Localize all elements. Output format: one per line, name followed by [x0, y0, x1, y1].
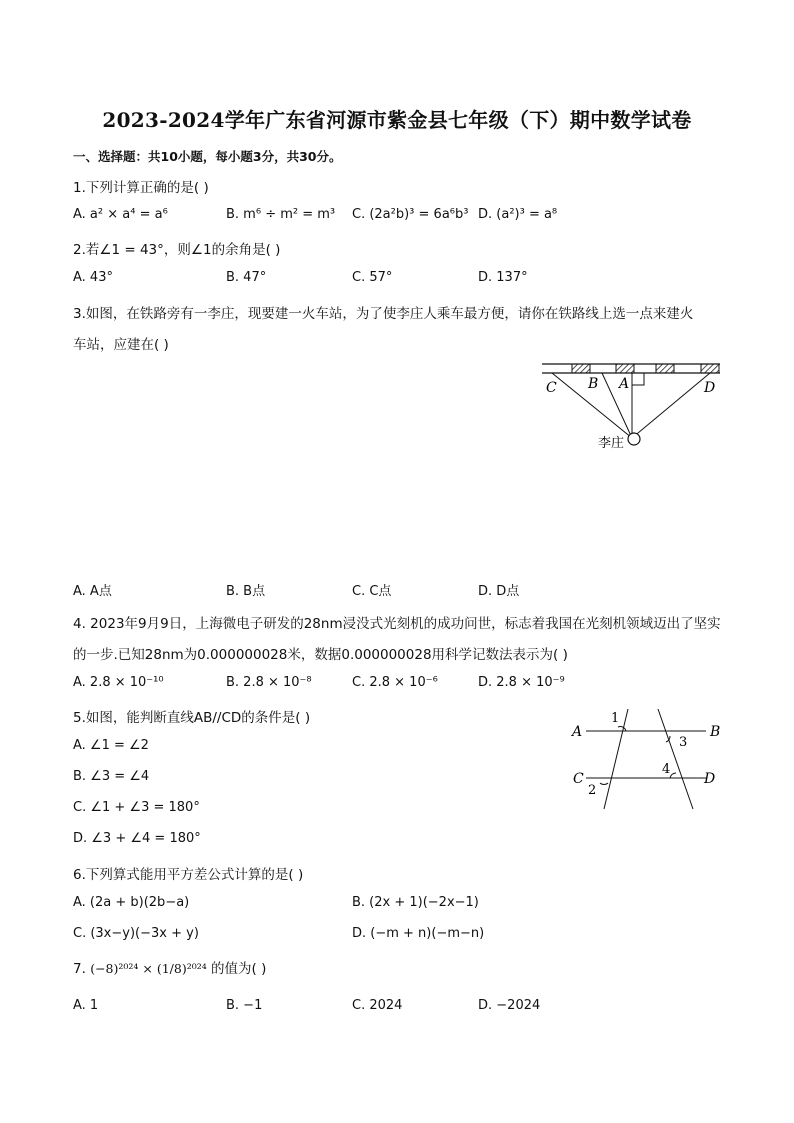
- q4-option-a: A. 2.8 × 10⁻¹⁰: [73, 675, 164, 690]
- q2-option-d: D. 137°: [478, 270, 528, 285]
- village-label: 李庄: [598, 436, 625, 451]
- q1-option-a: A. a² × a⁴ = a⁶: [73, 207, 168, 222]
- label-b: B: [710, 724, 721, 740]
- q4-option-b: B. 2.8 × 10⁻⁸: [226, 675, 312, 690]
- angle-3-label: 3: [679, 735, 688, 750]
- label-a: A: [572, 724, 583, 740]
- label-b: B: [588, 376, 599, 392]
- q3-option-b: B. B点: [226, 584, 266, 599]
- parallel-lines-figure: [566, 705, 726, 815]
- question-7-prefix: 7.: [73, 961, 86, 977]
- q3-option-a: A. A点: [73, 584, 112, 599]
- q6-option-c: C. (3x−y)(−3x + y): [73, 926, 199, 941]
- transversal-right: [658, 709, 693, 809]
- question-3-stem-line2: 车站，应建在( ): [73, 337, 169, 353]
- angle-4-label: 4: [662, 762, 671, 777]
- q7-option-d: D. −2024: [478, 998, 541, 1013]
- angle-1-label: 1: [611, 711, 620, 726]
- label-c: C: [546, 380, 557, 396]
- label-c: C: [573, 771, 584, 787]
- angle-2-label: 2: [588, 783, 597, 798]
- page-title: 2023-2024学年广东省河源市紫金县七年级（下）期中数学试卷: [102, 108, 692, 132]
- question-5-stem: 5.如图，能判断直线AB//CD的条件是( ): [73, 710, 311, 726]
- q3-option-d: D. D点: [478, 584, 520, 599]
- question-6-stem: 6.下列算式能用平方差公式计算的是( ): [73, 867, 304, 883]
- section-heading: 一、选择题：共10小题，每小题3分，共30分。: [73, 149, 342, 164]
- q6-option-b: B. (2x + 1)(−2x−1): [352, 895, 479, 910]
- question-7-stem: [73, 957, 266, 977]
- question-7-expression: (−8)²⁰²⁴ × (1/8)²⁰²⁴: [90, 961, 207, 976]
- q5-option-c: C. ∠1 + ∠3 = 180°: [73, 800, 200, 815]
- question-4-stem-line2: 的一步.已知28nm为0.000000028米，数据0.000000028用科学记数法表示为( ): [73, 647, 568, 663]
- q5-option-a: A. ∠1 = ∠2: [73, 738, 149, 753]
- q1-option-d: D. (a²)³ = a⁸: [478, 207, 558, 222]
- question-7-suffix: 的值为( ): [211, 961, 267, 977]
- q1-option-b: B. m⁶ ÷ m² = m³: [226, 207, 336, 222]
- q7-option-b: B. −1: [226, 998, 263, 1013]
- q4-option-d: D. 2.8 × 10⁻⁹: [478, 675, 565, 690]
- question-4-stem-line1: 4. 2023年9月9日，上海微电子研发的28nm浸没式光刻机的成功问世，标志着我国在光刻机领域迈出了坚实: [73, 616, 721, 632]
- q4-option-c: C. 2.8 × 10⁻⁶: [352, 675, 438, 690]
- village-marker: [628, 433, 640, 445]
- label-d: D: [704, 771, 716, 787]
- question-1-stem: 1.下列计算正确的是( ): [73, 180, 209, 196]
- q2-option-c: C. 57°: [352, 270, 393, 285]
- question-2-stem: 2.若∠1 = 43°，则∠1的余角是( ): [73, 242, 281, 258]
- label-d: D: [704, 380, 716, 396]
- q7-option-a: A. 1: [73, 998, 99, 1013]
- q5-option-d: D. ∠3 + ∠4 = 180°: [73, 831, 201, 846]
- q2-option-a: A. 43°: [73, 270, 113, 285]
- q2-option-b: B. 47°: [226, 270, 267, 285]
- label-a: A: [619, 376, 630, 392]
- q7-option-c: C. 2024: [352, 998, 403, 1013]
- question-3-stem-line1: 3.如图，在铁路旁有一李庄，现要建一火车站，为了使李庄人乘车最方便，请你在铁路线上选一点来建火: [73, 306, 694, 322]
- q3-option-c: C. C点: [352, 584, 392, 599]
- q1-option-c: C. (2a²b)³ = 6a⁶b³: [352, 207, 469, 222]
- q6-option-d: D. (−m + n)(−m−n): [352, 926, 485, 941]
- railway-track: [542, 364, 720, 373]
- station-lines: [552, 373, 710, 438]
- q5-option-b: B. ∠3 = ∠4: [73, 769, 150, 784]
- q6-option-a: A. (2a + b)(2b−a): [73, 895, 190, 910]
- railway-figure: [538, 358, 728, 454]
